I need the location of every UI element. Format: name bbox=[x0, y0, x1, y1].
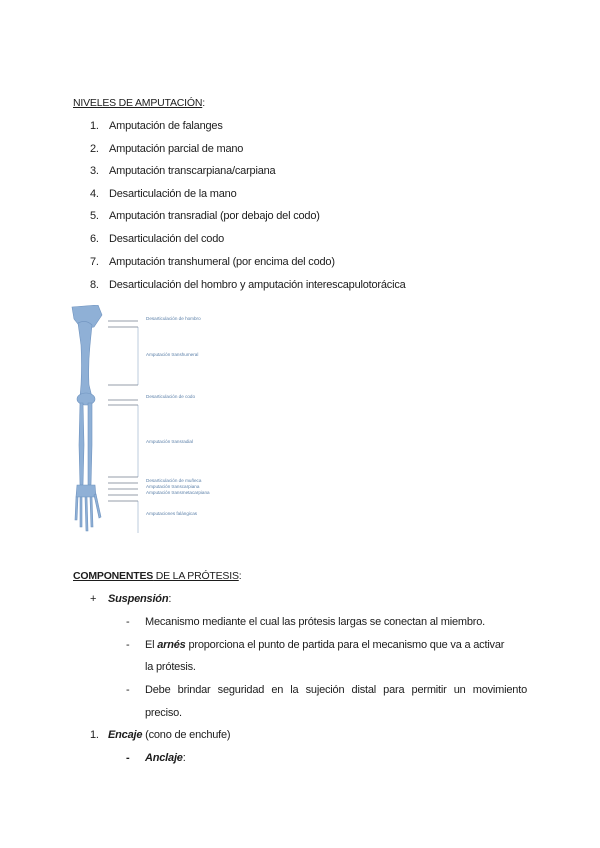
encaje-label: Encaje bbox=[108, 729, 143, 741]
list-item bbox=[90, 143, 243, 155]
plus-bullet: + bbox=[90, 593, 97, 605]
levels-heading bbox=[73, 97, 205, 109]
label-elbow: Desarticulación de codo bbox=[146, 394, 196, 399]
list-item bbox=[90, 279, 406, 291]
thumb-shape bbox=[94, 494, 101, 518]
list-text: Desarticulación de la mano bbox=[109, 188, 237, 200]
arnes-bold: arnés bbox=[157, 639, 186, 651]
list-item bbox=[90, 210, 320, 222]
suspension-item bbox=[108, 593, 171, 605]
ulna-shape bbox=[88, 403, 92, 485]
list-number: 5. bbox=[90, 210, 99, 222]
list-number: 6. bbox=[90, 233, 99, 245]
components-heading bbox=[73, 570, 241, 582]
label-transradial: Amputación transradial bbox=[146, 439, 193, 444]
label-phalangeal: Amputaciones falángicas bbox=[146, 511, 198, 516]
list-item bbox=[90, 120, 223, 132]
levels-heading-text: NIVELES DE AMPUTACIÓN bbox=[73, 97, 203, 109]
list-number: 3. bbox=[90, 165, 99, 177]
list-item bbox=[90, 233, 224, 245]
list-text: Amputación transradial (por debajo del codo) bbox=[109, 210, 320, 222]
encaje-item bbox=[108, 729, 230, 741]
label-wrist: Desarticulación de muñeca bbox=[146, 478, 202, 483]
list-number: 7. bbox=[90, 256, 99, 268]
arm-bones-illustration bbox=[68, 305, 238, 535]
finger-shape bbox=[75, 497, 78, 520]
label-transhumeral: Amputación transhumeral bbox=[146, 352, 199, 357]
levels-heading-colon: : bbox=[202, 97, 205, 109]
suspension-colon: : bbox=[168, 593, 172, 605]
dash-bullet: - bbox=[126, 752, 130, 764]
suspension-label: Suspensión bbox=[108, 593, 169, 605]
list-text: Amputación transhumeral (por encima del codo) bbox=[109, 256, 335, 268]
list-item bbox=[90, 165, 275, 177]
suspension-point-1: Mecanismo mediante el cual las prótesis largas se conectan al miembro. bbox=[145, 616, 485, 628]
carpals-shape bbox=[76, 485, 96, 497]
anclaje-item bbox=[145, 752, 186, 764]
components-heading-bold: COMPONENTES bbox=[73, 570, 154, 582]
suspension-point-2-cont: la prótesis. bbox=[145, 661, 196, 673]
suspension-point-3: Debe brindar seguridad en la sujeción distal para permitir un movimiento bbox=[145, 684, 527, 696]
list-item bbox=[90, 256, 335, 268]
finger-shape bbox=[80, 497, 82, 527]
dash-bullet: - bbox=[126, 684, 130, 696]
humerus-shape bbox=[78, 321, 92, 400]
dash-bullet: - bbox=[126, 616, 130, 628]
label-transcarpal: Amputación transcarpiana bbox=[146, 484, 200, 489]
encaje-rest: (cono de enchufe) bbox=[142, 729, 231, 741]
list-text: Amputación parcial de mano bbox=[109, 143, 244, 155]
text-span: proporciona el punto de partida para el mecanismo que va a activar bbox=[185, 639, 505, 651]
encaje-number: 1. bbox=[90, 729, 99, 741]
list-number: 1. bbox=[90, 120, 99, 132]
components-heading-colon: : bbox=[238, 570, 242, 582]
list-item bbox=[90, 188, 236, 200]
list-text: Desarticulación del codo bbox=[109, 233, 225, 245]
finger-shape bbox=[85, 497, 88, 531]
finger-shape bbox=[90, 497, 93, 527]
label-shoulder: Desarticulación de hombro bbox=[146, 316, 201, 321]
label-transmetacarpal: Amputación transmetacarpiana bbox=[146, 490, 210, 495]
list-number: 2. bbox=[90, 143, 99, 155]
dash-bullet: - bbox=[126, 639, 130, 651]
list-text: Desarticulación del hombro y amputación interescapulotorácica bbox=[109, 279, 406, 291]
list-number: 8. bbox=[90, 279, 99, 291]
list-text: Amputación transcarpiana/carpiana bbox=[109, 165, 276, 177]
anclaje-label: Anclaje bbox=[145, 752, 183, 764]
radius-shape bbox=[79, 403, 84, 485]
list-text: Amputación de falanges bbox=[109, 120, 223, 132]
components-heading-rest: DE LA PRÓTESIS bbox=[153, 570, 239, 582]
arm-amputation-figure bbox=[68, 305, 238, 535]
text-span: El bbox=[145, 639, 158, 651]
suspension-point-3-cont: preciso. bbox=[145, 707, 182, 719]
list-number: 4. bbox=[90, 188, 99, 200]
suspension-point-2 bbox=[145, 639, 504, 651]
anclaje-colon: : bbox=[182, 752, 186, 764]
